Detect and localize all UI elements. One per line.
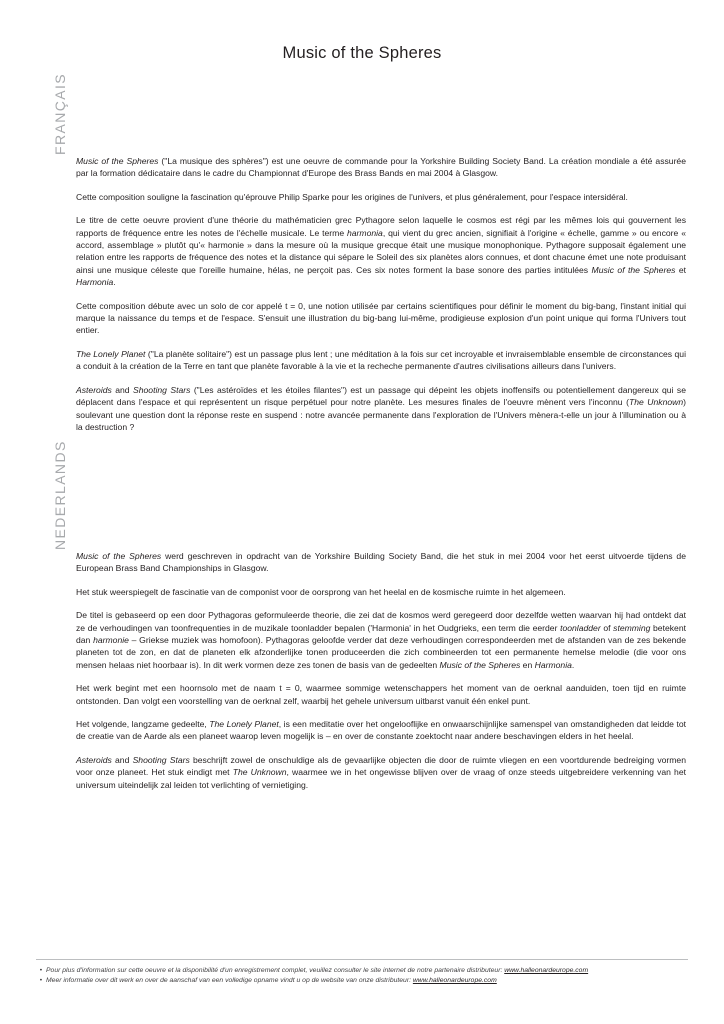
paragraph: Asteroids and Shooting Stars ("Les astéroïdes et les étoiles filantes") est un passage qui dépeint les objets inoffensifs ou potentiellement dangereux qui se déplacent dans l'espace et qui représentent un risque perpétuel pour notre planète. Les mesures finales de l'oeuvre mènent vers l'inconnu (The Unknown) soulevant une question dont la réponse reste en suspend : notre avancée permanente dans l'exploration de l'Univers mènera-t-elle un jour à l'illumination ou à la destruction ? [76,384,686,432]
paragraph: De titel is gebaseerd op een door Pythagoras geformuleerde theorie, die zei dat de kosmos werd geregeerd door dezelfde wetten waarvan hij had ontdekt dat ze de verhoudingen van toonfrequenties in de muzikale toonladder bepalen ('Harmonia' in het Oudgrieks, een term die eerder toonladder of stemming betekent dan harmonie – Griekse muziek was homofoon). Pythagoras geloofde verder dat deze verhoudingen correspondeerden met de afstanden van de zes bekende planeten tot de zon, en dat de planeten elk afzonderlijke tonen produceerden die zich combineerden tot een permanente hemelse melodie (die voor ons mensen helaas niet hoorbaar is). In dit werk vormen deze zes tonen de basis van de gedeelten Music of the Spheres en Harmonia. [76,610,686,670]
distributor-link[interactable]: www.halleonardeurope.com [504,967,589,974]
paragraph: Asteroids and Shooting Stars beschrijft zowel de onschuldige als de gevaarlijke objecten die door de ruimte vliegen en een voortdurende bedreiging vormen voor onze planeet. Het stuk eindigt met The Unknown, waarmee we in het ongewisse blijven over de vraag of onze steeds uitgebreidere verkenning van het universum uiteindelijk zal leiden tot verlichting of vernietiging. [76,754,686,790]
paragraph: The Lonely Planet ("La planète solitaire") est un passage plus lent ; une méditation à la fois sur cet incroyable et invraisemblable ensemble de circonstances qui a conduit à la création de la Terre en tant que planète favorable à la vie et la recheche permanente d'autres civilisations ailleurs dans l'univers. [76,348,686,372]
footer-note-french [36,966,688,976]
bullet-icon: • [39,977,43,984]
footer-note-text [46,966,688,976]
french-text-column [76,155,686,433]
footer-note-body: Pour plus d'information sur cette oeuvre et la disponibilité d'un enregistrement complet, veuillez consulter le site internet de notre partenaire distributeur: [46,967,505,974]
bullet-icon: • [39,967,43,974]
paragraph: Cette composition souligne la fascination qu'éprouve Philip Sparke pour les origines de l'univers, et plus généralement, pour l'espace intersidéral. [76,191,628,202]
paragraph: Cette composition débute avec un solo de cor appelé t = 0, une notion utilisée par certains scientifiques pour définir le moment du big-bang, l'instant initial qui marque la naissance du temps et de l'espace. S'ensuit une illustration du big-bang lui-même, prodigieuse explosion d'un point unique qui forma l'Univers tout entier. [76,300,686,336]
footer-note-dutch [36,976,688,986]
dutch-text-column [76,550,686,791]
footer-note-text [46,976,688,986]
paragraph: Het werk begint met een hoornsolo met de naam t = 0, waarmee sommige wetenschappers het moment van de oerknal aanduiden, toen tijd en ruimte ontstonden. Dan volgt een voorstelling van de oerknal zelf, waarbij het gehele universum uitbarst vanuit één enkel punt. [76,683,686,706]
page-title: Music of the Spheres [282,44,442,62]
footer [0,959,724,986]
language-label-french: FRANÇAIS [52,73,68,155]
footer-divider [36,959,688,960]
paragraph: Het volgende, langzame gedeelte, The Lonely Planet, is een meditatie over het ongelooflijke en onwaarschijnlijke samenspel van omstandigheden dat leidde tot de creatie van de Aarde als een planeet waarop leven mogelijk is – en over de constante zoektocht naar andere beschavingen elders in het heelal. [76,719,686,742]
paragraph: Het stuk weerspiegelt de fascinatie van de componist voor de oorsprong van het heelal en de kosmische ruimte in het algemeen. [76,586,566,597]
distributor-link[interactable]: www.halleonardeurope.com [412,977,497,984]
paragraph: Music of the Spheres werd geschreven in opdracht van de Yorkshire Building Society Band, die het stuk in mei 2004 voor het eerst uitvoerde tijdens de European Brass Band Championships in Glasgow. [76,551,686,574]
paragraph: Music of the Spheres ("La musique des sphères") est une oeuvre de commande pour la Yorkshire Building Society Band. La création mondiale a été assurée par la formation dédicataire dans le cadre du Championnat d'Europe des Brass Bands en mai 2004 à Glasgow. [76,156,686,179]
paragraph: Le titre de cette oeuvre provient d'une théorie du mathématicien grec Pythagore selon laquelle le cosmos est régi par les mêmes lois qui gouvernent les rapports de fréquence entre les notes de l'échelle musicale. Le terme harmonia, qui vient du grec ancien, signifiait à l'origine « échelle, gamme » ou encore « accord, assemblage » plutôt qu'« harmonie » dans la mesure où la musique grecque était une musique monophonique. Pythagore supposait également une relation entre les rapports de fréquence des notes et la distance qui sépare le Soleil des six planètes alors connues, et dont chacune émet une note produisant ainsi une musique céleste que l'oreille humaine, hélas, ne perçoit pas. Ces six notes forment la base sonore des parties intitulées Music of the Spheres et Harmonia. [76,215,687,288]
language-label-dutch: NEDERLANDS [52,440,68,550]
footer-note-body: Meer informatie over dit werk en over de aanschaf van een volledige opname vindt u op de website van onze distributeur: [46,977,413,984]
